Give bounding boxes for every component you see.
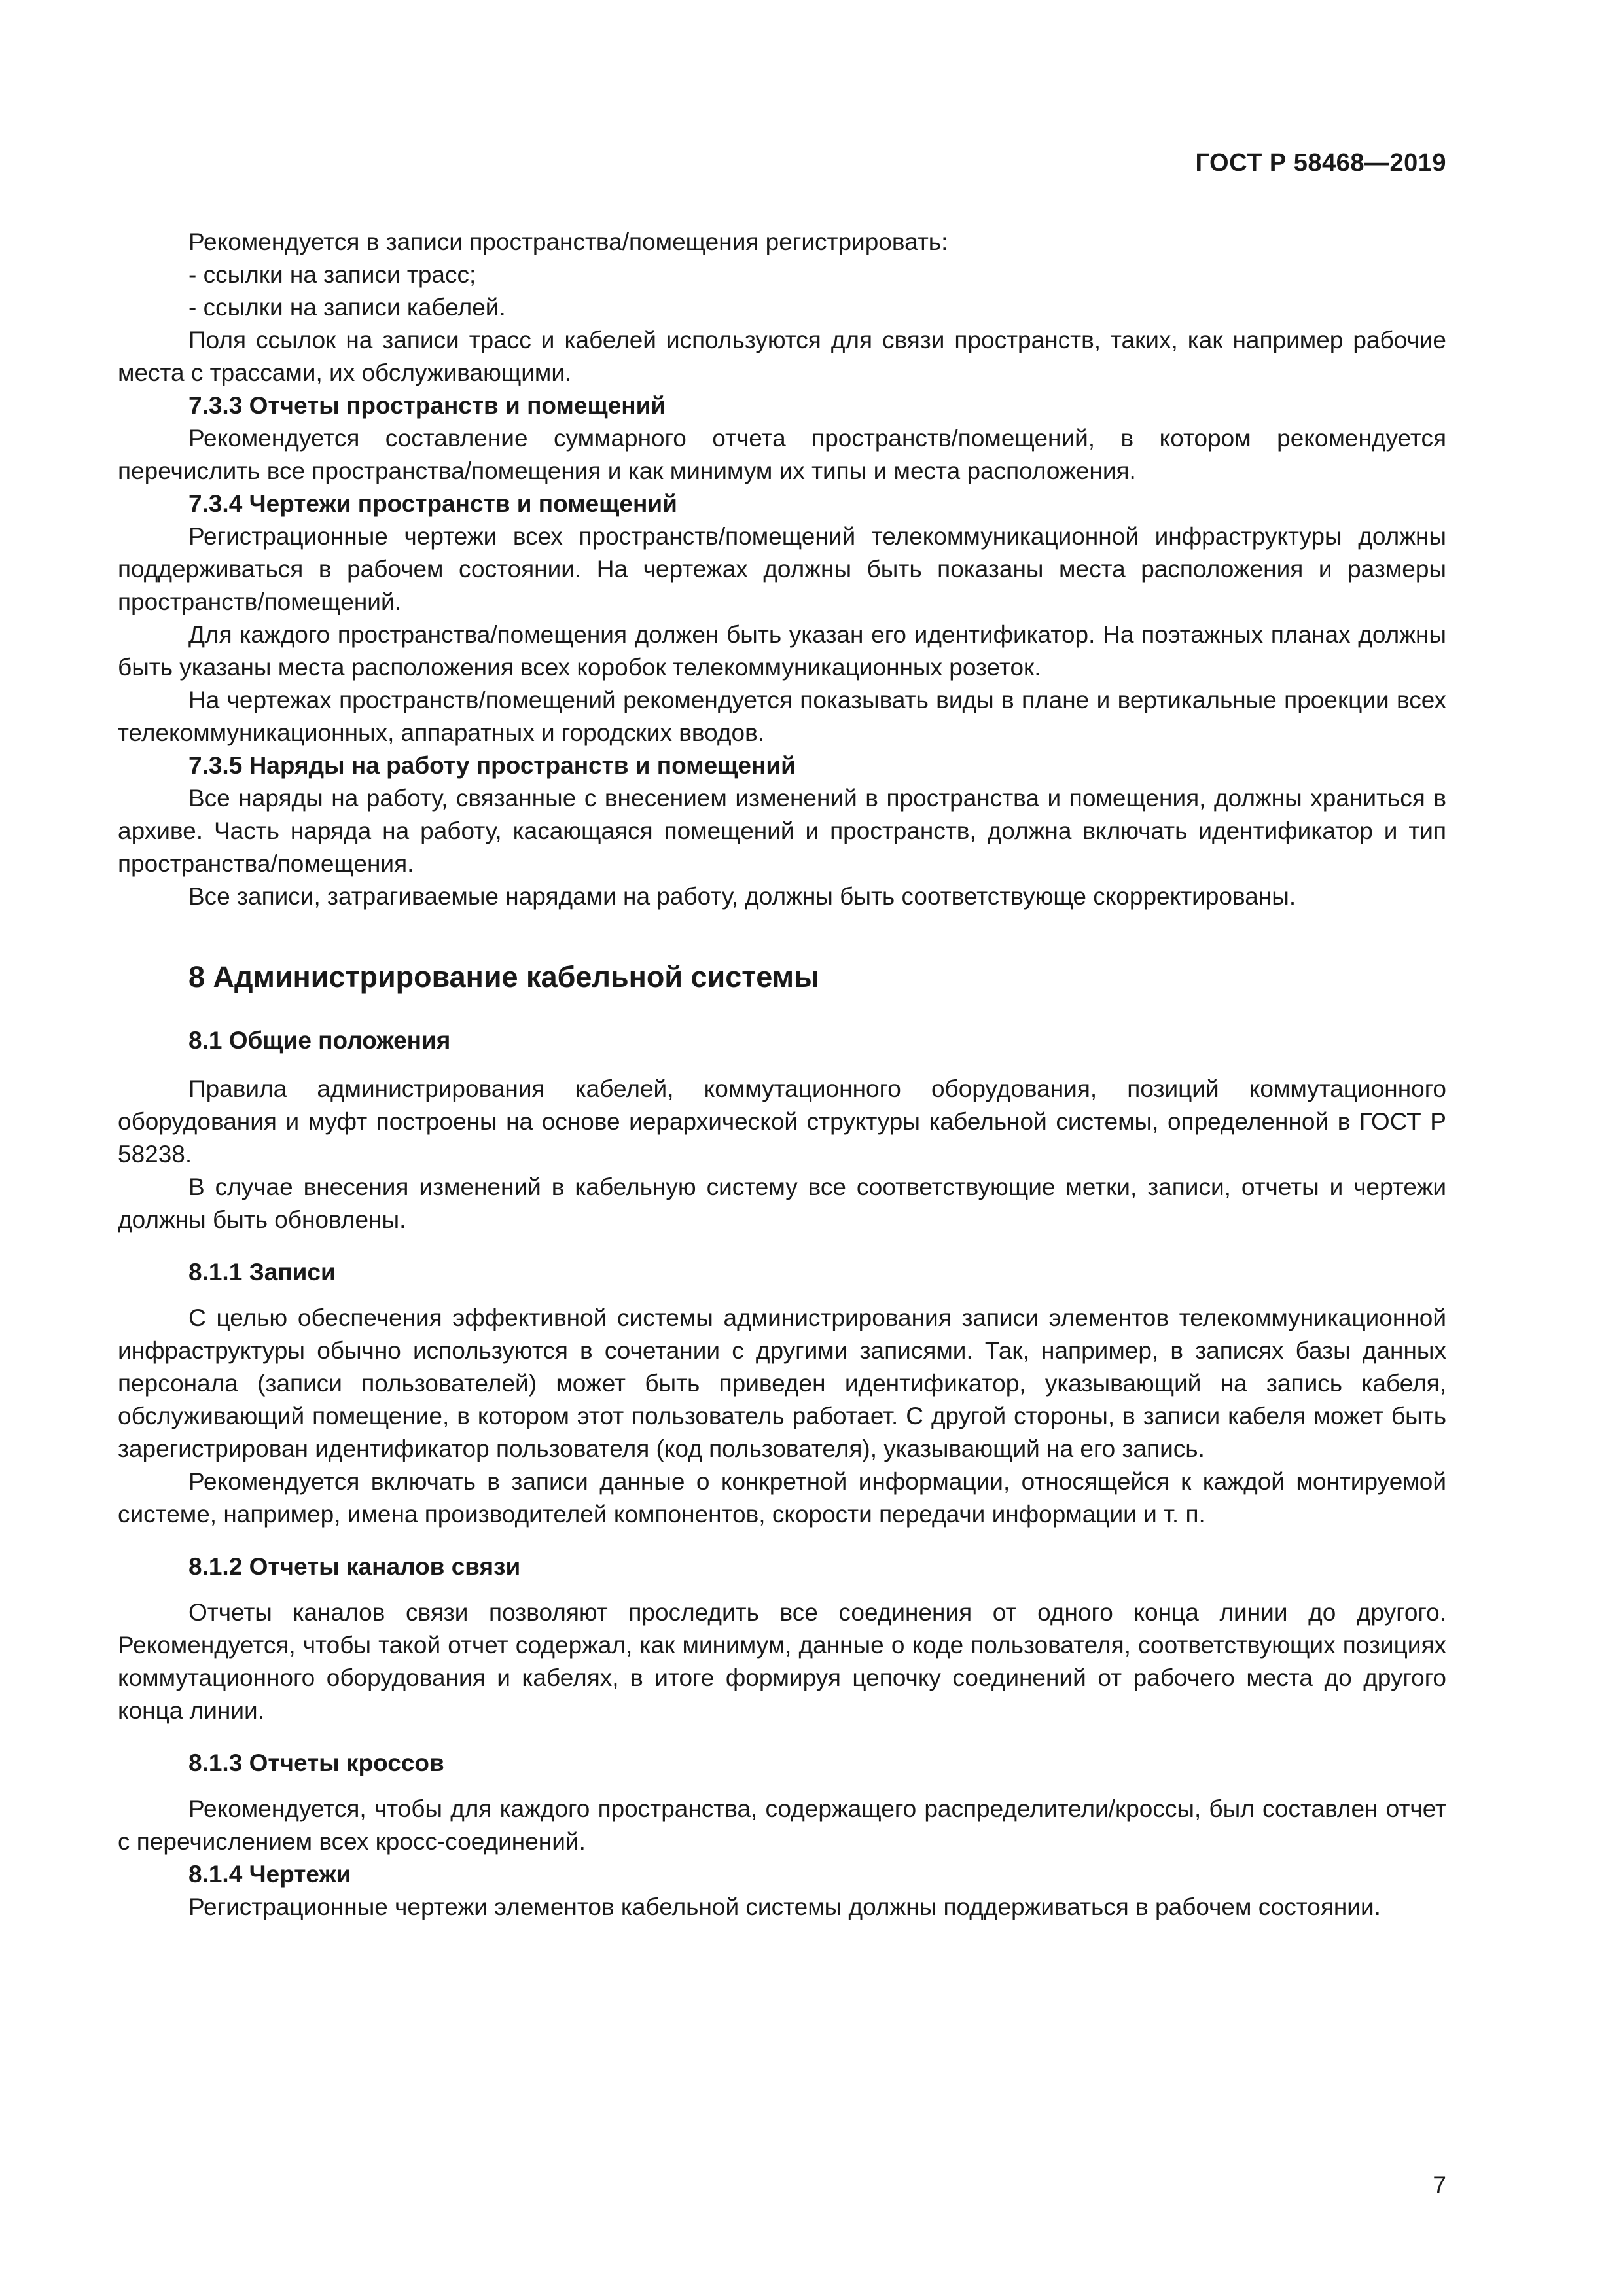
section-heading-8-1-3: 8.1.3 Отчеты кроссов <box>188 1749 444 1776</box>
paragraph: Отчеты каналов связи позволяют проследить все соединения от одного конца линии до другого. Рекомендуется, чтобы такой отчет содержал, как минимум, данные о коде пользователя, соответствующих позициях коммутационного оборудования и кабелях, в итоге формируя цепочку соединений от рабочего места до другого конца линии. <box>118 1599 1446 1724</box>
section-heading-8-1: 8.1 Общие положения <box>188 1027 451 1054</box>
section-heading-8-1-1: 8.1.1 Записи <box>188 1259 336 1285</box>
section-heading-7-3-3: 7.3.3 Отчеты пространств и помещений <box>188 392 666 419</box>
paragraph: Поля ссылок на записи трасс и кабелей используются для связи пространств, таких, как например рабочие места с трассами, их обслуживающими. <box>118 327 1446 386</box>
paragraph: Рекомендуется включать в записи данные о конкретной информации, относящейся к каждой монтируемой системе, например, имена производителей компонентов, скорости передачи информации и т. п. <box>118 1468 1446 1528</box>
list-item: - ссылки на записи трасс; <box>188 261 476 288</box>
paragraph: Все записи, затрагиваемые нарядами на работу, должны быть соответствующе скорректированы. <box>188 883 1296 910</box>
chapter-heading-8: 8 Администрирование кабельной системы <box>188 960 819 994</box>
paragraph: Правила администрирования кабелей, коммутационного оборудования, позиций коммутационного оборудования и муфт построены на основе иерархической структуры кабельной системы, определенной в ГОСТ Р 58238. <box>118 1075 1446 1168</box>
paragraph: Рекомендуется, чтобы для каждого пространства, содержащего распределители/кроссы, был составлен отчет с перечислением всех кросс-соединений. <box>118 1795 1446 1855</box>
document-body <box>118 226 1446 1924</box>
section-heading-8-1-2: 8.1.2 Отчеты каналов связи <box>188 1553 521 1580</box>
paragraph: Все наряды на работу, связанные с внесением изменений в пространства и помещения, должны храниться в архиве. Часть наряда на работу, касающаяся помещений и пространств, должна включать идентификатор и тип пространства/помещения. <box>118 785 1446 877</box>
section-heading-7-3-4: 7.3.4 Чертежи пространств и помещений <box>188 490 677 517</box>
paragraph: В случае внесения изменений в кабельную систему все соответствующие метки, записи, отчеты и чертежи должны быть обновлены. <box>118 1174 1446 1233</box>
paragraph: Рекомендуется составление суммарного отчета пространств/помещений, в котором рекомендуется перечислить все пространства/помещения и как минимум их типы и места расположения. <box>118 425 1446 484</box>
list-item: - ссылки на записи кабелей. <box>188 294 506 321</box>
section-heading-8-1-4: 8.1.4 Чертежи <box>188 1861 351 1888</box>
paragraph: Для каждого пространства/помещения должен быть указан его идентификатор. На поэтажных планах должны быть указаны места расположения всех коробок телекоммуникационных розеток. <box>118 621 1446 681</box>
paragraph: Регистрационные чертежи всех пространств/помещений телекоммуникационной инфраструктуры должны поддерживаться в рабочем состоянии. На чертежах должны быть показаны места расположения и размеры пространств/помещений. <box>118 523 1446 615</box>
paragraph: Регистрационные чертежи элементов кабельной системы должны поддерживаться в рабочем состоянии. <box>188 1893 1381 1920</box>
paragraph: Рекомендуется в записи пространства/помещения регистрировать: <box>188 228 948 255</box>
document-header-id: ГОСТ Р 58468—2019 <box>1195 149 1446 177</box>
paragraph: С целью обеспечения эффективной системы администрирования записи элементов телекоммуникационной инфраструктуры обычно используются в сочетании с другими записями. Так, например, в записях базы данных персонала (записи пользователей) может быть приведен идентификатор, указывающий на запись кабеля, обслуживающий помещение, в котором этот пользователь работает. С другой стороны, в записи кабеля может быть зарегистрирован идентификатор пользователя (код пользователя), указывающий на его запись. <box>118 1304 1446 1462</box>
paragraph: На чертежах пространств/помещений рекомендуется показывать виды в плане и вертикальные проекции всех телекоммуникационных, аппаратных и городских вводов. <box>118 687 1446 746</box>
page-number: 7 <box>1433 2172 1446 2198</box>
section-heading-7-3-5: 7.3.5 Наряды на работу пространств и помещений <box>188 752 796 779</box>
